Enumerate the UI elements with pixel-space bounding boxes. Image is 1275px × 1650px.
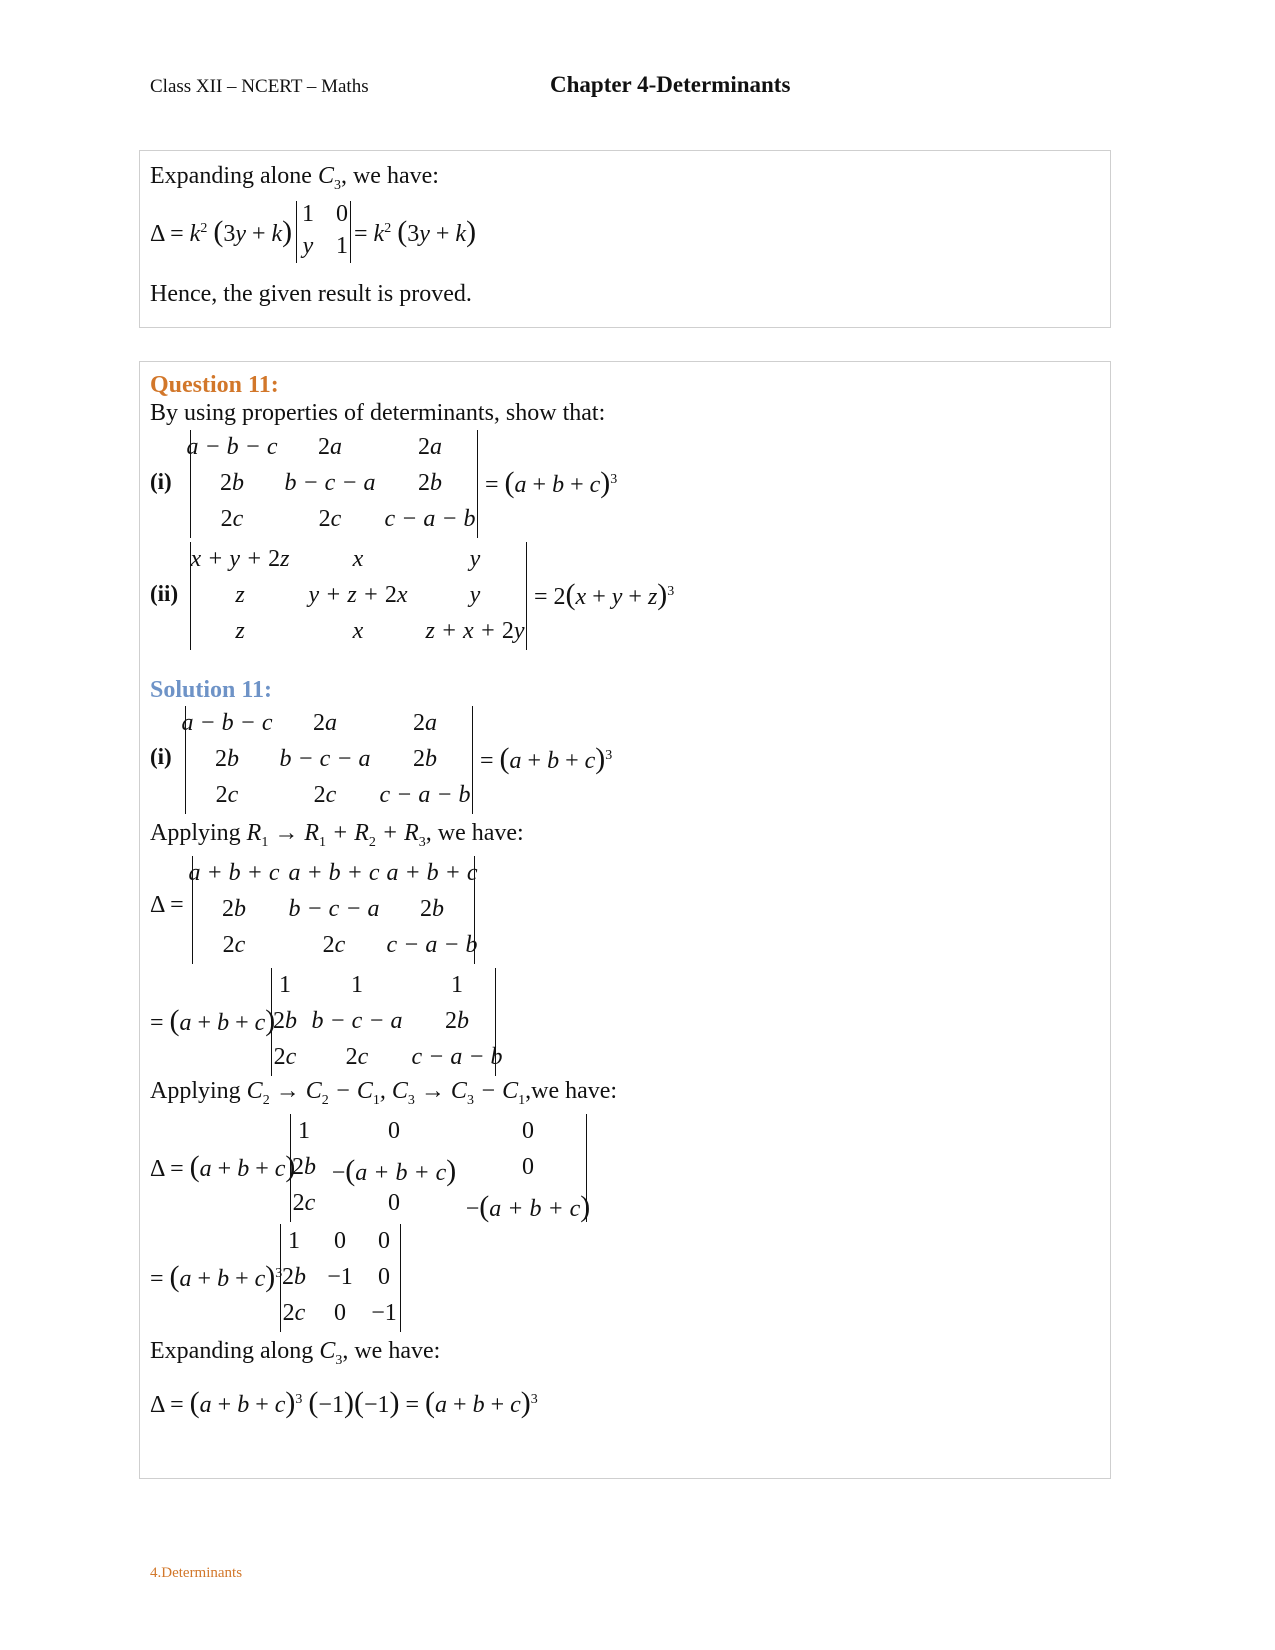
solution-determinant-5: 1 0 0 2b −1 0 2c 0 −1 — [280, 1224, 402, 1332]
chapter-title: Chapter 4-Determinants — [550, 72, 791, 97]
final-result: $\Delta = (a + b + c)^3$ $(-1)(-1) = (a + b + c)^3$ — [150, 1386, 538, 1419]
class-label: Class XII – NCERT – Maths — [150, 76, 369, 97]
question-prompt: By using properties of determinants, show that: — [150, 400, 606, 426]
solution-heading: Solution 11: — [150, 677, 273, 703]
question-part-ii-label: (ii) — [150, 581, 179, 606]
solution-determinant-3: 1 1 1 2b b − c − a 2b 2c 2c c − a − b — [271, 968, 497, 1076]
solution-determinant-2: a + b + c a + b + c a + b + c 2b b − c − a 2b 2c 2c c − a − b — [192, 856, 476, 964]
solution-result-i: = $(a + b + c)^3$ — [480, 742, 613, 775]
question-heading: Question 11: — [150, 372, 279, 398]
expanding-along-line: Expanding along $C_3$, we have: — [150, 1338, 441, 1368]
factor-cubed-expression: = $(a + b + c)^3$ — [150, 1260, 283, 1293]
question-solution-box — [139, 361, 1111, 1479]
solution-determinant-4: 1 0 0 2b −(a + b + c) 0 2c 0 −(a + b + c) — [290, 1114, 588, 1222]
determinant-2x2: 1 0 y 1 — [296, 201, 352, 263]
question-result-i: = $(a + b + c)^3$ — [485, 466, 618, 499]
question-result-ii: = $2(x + y + z)^3$ — [534, 578, 675, 611]
expanding-line: Expanding alone $C_3$, we have: — [150, 163, 439, 193]
solution-part-i-label: (i) — [150, 744, 172, 769]
applying-row-operation: Applying $R_1 \to R_1 + R_2 + R_3$, we have: — [150, 820, 524, 850]
question-part-i-label: (i) — [150, 469, 172, 494]
applying-column-operation: Applying $C_2 \to C_2 - C_1$, $C_3 \to C_3 - C_1,we$ have: — [150, 1078, 618, 1108]
delta-factor-expression: Δ = (a + b + c) — [150, 1150, 296, 1183]
delta-result: = $k^2$ (3y + k) — [354, 215, 477, 248]
delta-expression: $\Delta = k^2$ (3y + k) — [150, 215, 293, 248]
footer-chapter-label: 4.Determinants — [150, 1565, 243, 1581]
solution-determinant-i: a − b − c 2a 2a 2b b − c − a 2b 2c 2c c − a − b — [185, 706, 475, 814]
question-determinant-i: a − b − c 2a 2a 2b b − c − a 2b 2c 2c c − a − b — [190, 430, 480, 538]
conclusion-text: Hence, the given result is proved. — [150, 281, 472, 307]
question-determinant-ii: x + y + 2z x y z y + z + 2x y z x z + x + 2y — [190, 542, 528, 650]
previous-solution-box — [139, 150, 1111, 328]
delta-equals-1: Δ = — [150, 892, 184, 918]
factor-expression-1: = (a + b + c) — [150, 1004, 276, 1037]
